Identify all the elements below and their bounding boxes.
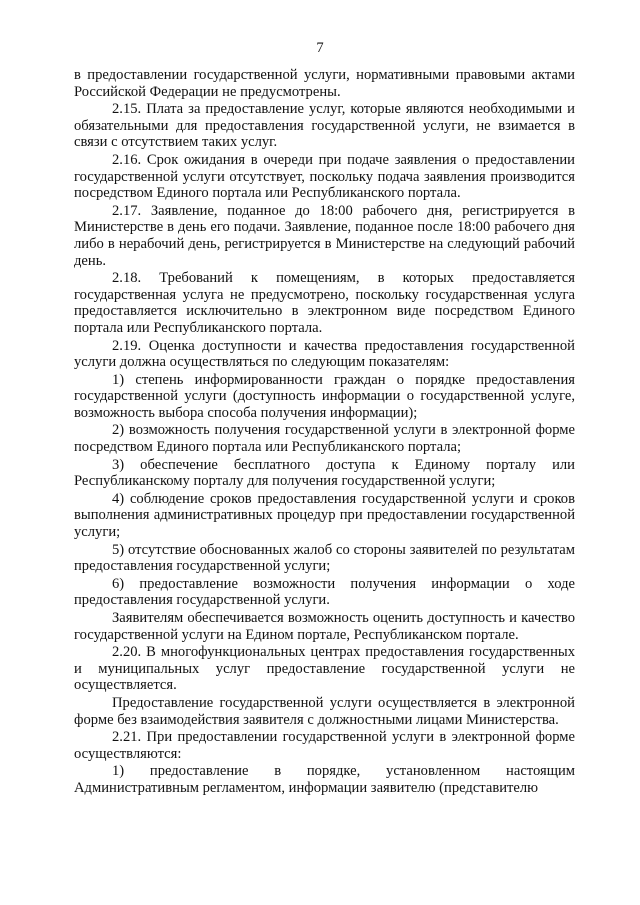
- list-item-2-21-1: 1) предоставление в порядке, установленном настоящим Административным регламентом, информации заявителю (представителю: [74, 763, 575, 796]
- paragraph-2-19: 2.19. Оценка доступности и качества предоставления государственной услуги должна осуществляться по следующим показателям:: [74, 337, 575, 371]
- paragraph-2-18: 2.18. Требований к помещениям, в которых предоставляется государственная услуга не предусмотрено, поскольку государственная услуга предоставляется исключительно в электронном виде посредством Единого портала или Республиканского портала.: [74, 270, 575, 336]
- paragraph-continuation: в предоставлении государственной услуги, нормативными правовыми актами Российской Федерации не предусмотрены.: [74, 67, 575, 100]
- list-item-4: 4) соблюдение сроков предоставления государственной услуги и сроков выполнения административных процедур при предоставлении государственной услуги;: [74, 490, 575, 541]
- paragraph-2-15: 2.15. Плата за предоставление услуг, которые являются необходимыми и обязательными для предоставления государственной услуги, не взимается в связи с отсутствием таких услуг.: [74, 101, 575, 151]
- paragraph-2-21: 2.21. При предоставлении государственной услуги в электронной форме осуществляются:: [74, 729, 575, 762]
- list-item-3: 3) обеспечение бесплатного доступа к Единому порталу или Республиканскому порталу для получения государственной услуги;: [74, 456, 575, 490]
- paragraph-electronic-form: Предоставление государственной услуги осуществляется в электронной форме без взаимодействия заявителя с должностными лицами Министерства.: [74, 694, 575, 728]
- paragraph-2-16: 2.16. Срок ожидания в очереди при подаче заявления о предоставлении государственной услуги отсутствует, поскольку подача заявления производится посредством Единого портала или Республиканского портала.: [74, 151, 575, 202]
- paragraph-evaluation: Заявителям обеспечивается возможность оценить доступность и качество государственной услуги на Едином портале, Республиканском портале.: [74, 610, 575, 643]
- paragraph-2-20: 2.20. В многофункциональных центрах предоставления государственных и муниципальных услуг предоставление государственной услуги не осуществляется.: [74, 644, 575, 694]
- list-item-5: 5) отсутствие обоснованных жалоб со стороны заявителей по результатам предоставления государственной услуги;: [74, 541, 575, 575]
- list-item-6: 6) предоставление возможности получения информации о ходе предоставления государственной услуги.: [74, 575, 575, 609]
- page-number: 7: [316, 40, 324, 56]
- document-body: [74, 67, 575, 798]
- list-item-1: 1) степень информированности граждан о порядке предоставления государственной услуги (доступность информации о государственной услуге, возможность выбора способа получения информации);: [74, 371, 575, 421]
- list-item-2: 2) возможность получения государственной услуги в электронной форме посредством Единого портала или Республиканского портала;: [74, 422, 575, 456]
- paragraph-2-17: 2.17. Заявление, поданное до 18:00 рабочего дня, регистрируется в Министерстве в день его подачи. Заявление, поданное после 18:00 рабочего дня либо в нерабочий день, регистрируется в Министерстве на следующий рабочий день.: [74, 202, 575, 269]
